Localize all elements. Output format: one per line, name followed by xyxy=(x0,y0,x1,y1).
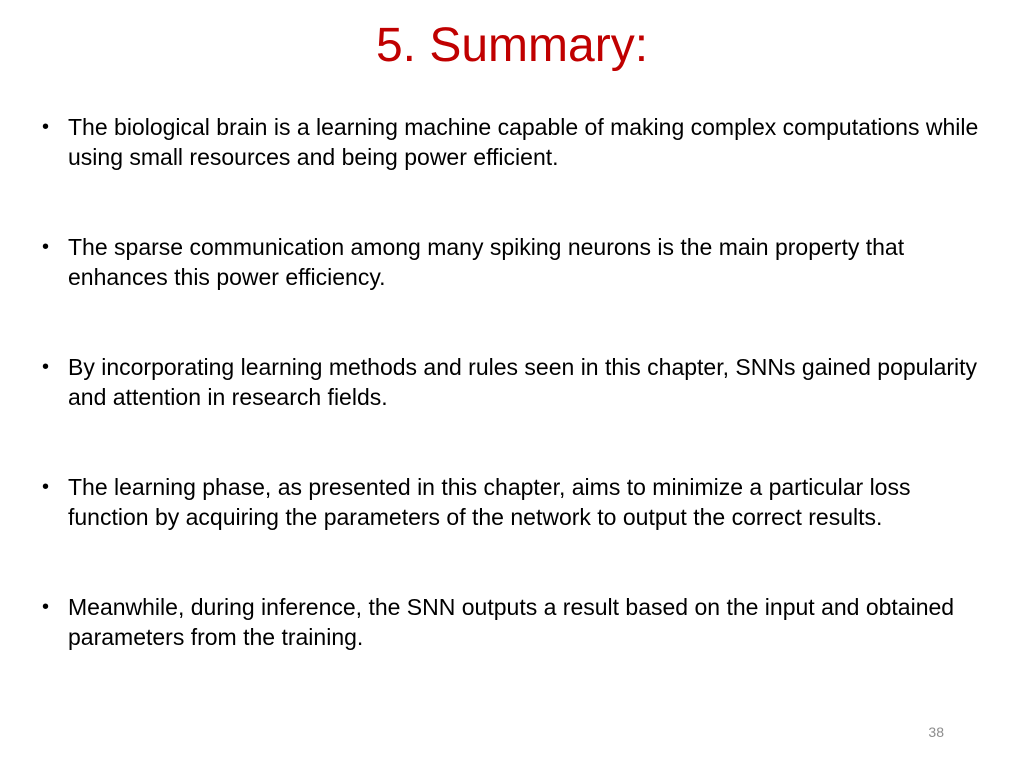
bullet-item xyxy=(42,112,982,172)
bullet-item xyxy=(42,472,982,532)
bullet-text: The learning phase, as presented in this chapter, aims to minimize a particular loss function by acquiring the parameters of the network to output the correct results. xyxy=(68,474,911,530)
bullet-text: Meanwhile, during inference, the SNN outputs a result based on the input and obtained parameters from the training. xyxy=(68,594,955,650)
bullet-dot: • xyxy=(42,116,50,138)
slide-title: 5. Summary: xyxy=(375,19,649,72)
bullet-dot: • xyxy=(42,236,50,258)
bullet-dot: • xyxy=(42,476,50,498)
bullet-text: The sparse communication among many spiking neurons is the main property that enhances this power efficiency. xyxy=(68,234,905,290)
bullet-dot: • xyxy=(42,596,50,618)
bullet-item xyxy=(42,352,982,412)
bullet-item xyxy=(42,232,982,292)
bullet-item xyxy=(42,592,982,652)
bullet-dot: • xyxy=(42,356,50,378)
bullet-text: The biological brain is a learning machine capable of making complex computations while using small resources and being power efficient. xyxy=(68,114,979,170)
bullet-text: By incorporating learning methods and rules seen in this chapter, SNNs gained popularity and attention in research fields. xyxy=(68,354,978,410)
page-number: 38 xyxy=(928,724,944,740)
bullet-list xyxy=(42,112,982,652)
